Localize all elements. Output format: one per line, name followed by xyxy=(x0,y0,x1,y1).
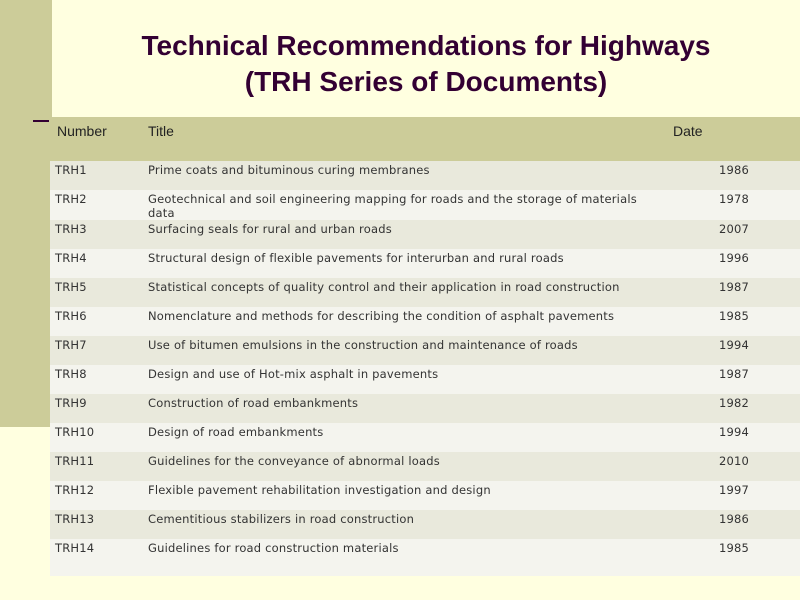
cell-number: TRH6 xyxy=(55,309,87,323)
cell-number: TRH1 xyxy=(55,163,87,177)
cell-title: Nomenclature and methods for describing the condition of asphalt pavements xyxy=(148,309,615,323)
side-accent-bar xyxy=(0,0,52,427)
cell-title: Structural design of flexible pavements for interurban and rural roads xyxy=(148,251,564,265)
cell-number: TRH12 xyxy=(55,483,95,497)
cell-number: TRH11 xyxy=(55,454,95,468)
cell-title: Prime coats and bituminous curing membranes xyxy=(148,163,430,177)
trh-table xyxy=(50,117,800,576)
cell-number: TRH5 xyxy=(55,280,87,294)
cell-date: 1985 xyxy=(719,309,750,323)
cell-date: 1994 xyxy=(719,338,750,352)
bullet-dash xyxy=(33,120,49,122)
cell-title: Design of road embankments xyxy=(148,425,324,439)
table-row xyxy=(50,161,800,190)
table-row xyxy=(50,481,800,510)
cell-number: TRH4 xyxy=(55,251,87,265)
cell-title: Cementitious stabilizers in road construction xyxy=(148,512,415,526)
slide-title-line-1: Technical Recommendations for Highways xyxy=(141,30,711,61)
cell-date: 1997 xyxy=(719,483,750,497)
cell-date: 1985 xyxy=(719,541,750,555)
cell-date: 1986 xyxy=(719,512,750,526)
table-row xyxy=(50,307,800,336)
table-row xyxy=(50,249,800,278)
cell-title: Geotechnical and soil engineering mapping for roads and the storage of materials data xyxy=(148,192,637,220)
table-row xyxy=(50,190,800,220)
table-row xyxy=(50,423,800,452)
table-row xyxy=(50,510,800,539)
table-header-row xyxy=(50,117,800,161)
slide-title xyxy=(52,28,800,100)
cell-title: Statistical concepts of quality control and their application in road construction xyxy=(148,280,620,294)
cell-number: TRH2 xyxy=(55,192,87,206)
slide-title-line-2: (TRH Series of Documents) xyxy=(244,66,608,97)
cell-title: Design and use of Hot-mix asphalt in pavements xyxy=(148,367,439,381)
cell-date: 1982 xyxy=(719,396,750,410)
cell-date: 2007 xyxy=(719,222,750,236)
cell-title: Surfacing seals for rural and urban roads xyxy=(148,222,392,236)
cell-number: TRH14 xyxy=(55,541,95,555)
cell-date: 1994 xyxy=(719,425,750,439)
cell-title: Guidelines for road construction materials xyxy=(148,541,399,555)
cell-number: TRH9 xyxy=(55,396,87,410)
cell-title: Guidelines for the conveyance of abnormal loads xyxy=(148,454,440,468)
cell-number: TRH3 xyxy=(55,222,87,236)
cell-title: Flexible pavement rehabilitation investigation and design xyxy=(148,483,491,497)
header-date: Date xyxy=(660,117,800,161)
cell-number: TRH7 xyxy=(55,338,87,352)
cell-date: 1996 xyxy=(719,251,750,265)
cell-date: 2010 xyxy=(719,454,750,468)
cell-number: TRH10 xyxy=(55,425,95,439)
table-row xyxy=(50,394,800,423)
table-row xyxy=(50,365,800,394)
cell-date: 1986 xyxy=(719,163,750,177)
cell-date: 1987 xyxy=(719,280,750,294)
header-title: Title xyxy=(143,117,660,161)
table-row xyxy=(50,452,800,481)
table-row xyxy=(50,278,800,307)
table-row xyxy=(50,220,800,249)
cell-title: Use of bitumen emulsions in the construction and maintenance of roads xyxy=(148,338,578,352)
cell-number: TRH13 xyxy=(55,512,95,526)
table-row xyxy=(50,539,800,576)
cell-number: TRH8 xyxy=(55,367,87,381)
table-row xyxy=(50,336,800,365)
header-number: Number xyxy=(50,117,143,161)
cell-date: 1987 xyxy=(719,367,750,381)
cell-title: Construction of road embankments xyxy=(148,396,359,410)
cell-date: 1978 xyxy=(719,192,750,206)
